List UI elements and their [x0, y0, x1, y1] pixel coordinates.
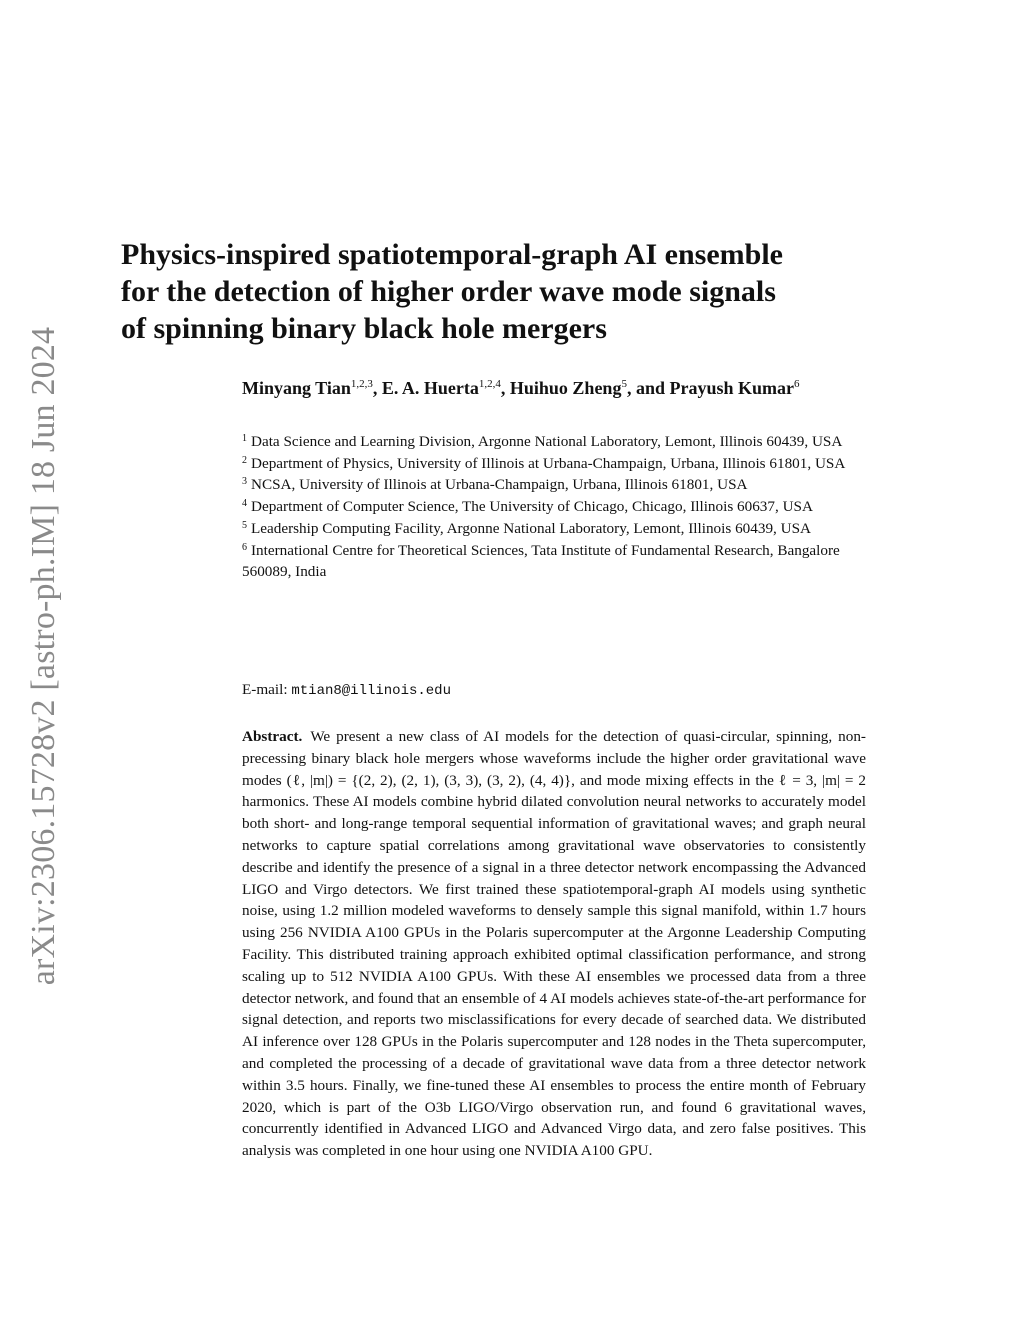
author-affiliation-marks: 1,2,3 [350, 378, 373, 390]
email-label: E-mail: [242, 681, 288, 698]
affiliation-number: 6 [242, 541, 247, 553]
author-name: Prayush Kumar [669, 378, 794, 398]
contact-email [242, 679, 451, 702]
author-affiliation-marks: 6 [794, 378, 800, 390]
abstract-label: Abstract. [242, 728, 303, 745]
email-link[interactable]: mtian8@illinois.edu [291, 683, 451, 699]
author-separator: , and [626, 378, 670, 398]
title-line: Physics-inspired spatiotemporal-graph AI ensemble [121, 238, 783, 271]
title-line: of spinning binary black hole mergers [121, 312, 607, 345]
affiliation-text: Leadership Computing Facility, Argonne National Laboratory, Lemont, Illinois 60439, USA [251, 519, 812, 537]
author-separator: , [500, 378, 510, 398]
affiliation-text: Data Science and Learning Division, Argonne National Laboratory, Lemont, Illinois 60439, USA [251, 433, 843, 450]
affiliation-text: Department of Computer Science, The University of Chicago, Chicago, Illinois 60637, USA [251, 498, 813, 516]
affiliation-text: NCSA, University of Illinois at Urbana-Champaign, Urbana, Illinois 61801, USA [251, 476, 748, 494]
abstract-text: We present a new class of AI models for the detection of quasi-circular, spinning, non-precessing binary black hole mergers whose waveforms include the higher order gravitational wave modes (ℓ, |m|) = {(2, 2), (2, 1), (3, 3), (3, 2), (4, 4)}, and mode mixing effects in the ℓ = 3, |m| = 2 harmonics. These AI models combine hybrid dilated convolution neural networks to accurately model both short- and long-range temporal sequential information of gravitational waves; and graph neural networks to capture spatial correlations among gravitational wave observatories to consistently describe and identify the presence of a signal in a three detector network encompassing the Advanced LIGO and Virgo detectors. We first trained these spatiotemporal-graph AI models using synthetic noise, using 1.2 million modeled waveforms to densely sample this signal manifold, within 1.7 hours using 256 NVIDIA A100 GPUs in the Polaris supercomputer at the Argonne Leadership Computing Facility. This distributed training approach exhibited optimal classification performance, and strong scaling up to 512 NVIDIA A100 GPUs. With these AI ensembles we processed data from a three detector network, and found that an ensemble of 4 AI models achieves state-of-the-art performance for signal detection, and reports two misclassifications for every decade of searched data. We distributed AI inference over 128 GPUs in the Polaris supercomputer and 128 nodes in the Theta supercomputer, and completed the processing of a decade of gravitational wave data from a three detector network within 3.5 hours. Finally, we fine-tuned these AI ensembles to process the entire month of February 2020, which is part of the O3b LIGO/Virgo observation run, and found 6 gravitational waves, concurrently identified in Advanced LIGO and Advanced Virgo data, and zero false positives. This analysis was completed in one hour using one NVIDIA A100 GPU. [242, 728, 866, 1160]
affiliation-number: 2 [242, 454, 247, 466]
affiliation-text: Department of Physics, University of Illinois at Urbana-Champaign, Urbana, Illinois 61801, USA [251, 454, 846, 472]
abstract [242, 726, 866, 1162]
affiliation [242, 453, 882, 475]
affiliation-text: International Centre for Theoretical Sciences, Tata Institute of Fundamental Research, Bangalore 560089, India [242, 541, 840, 581]
author-affiliation-marks: 5 [621, 378, 627, 390]
author-name: E. A. Huerta [381, 378, 479, 398]
affiliation-number: 4 [242, 498, 247, 510]
affiliation [242, 431, 882, 453]
author-list [242, 374, 882, 402]
affiliation [242, 496, 882, 518]
affiliation-number: 1 [242, 433, 247, 444]
affiliation-list [242, 431, 882, 583]
affiliation [242, 474, 882, 496]
author-separator: , [372, 378, 382, 398]
arxiv-identifier: arXiv:2306.15728v2 [astro-ph.IM] 18 Jun 2024 [25, 326, 62, 986]
affiliation [242, 540, 882, 583]
affiliation-number: 3 [242, 476, 247, 488]
author-affiliation-marks: 1,2,4 [478, 378, 501, 390]
author-name: Huihuo Zheng [509, 378, 622, 398]
title-line: for the detection of higher order wave mode signals [121, 275, 776, 308]
affiliation-number: 5 [242, 519, 247, 531]
paper-title [121, 236, 881, 347]
affiliation [242, 518, 882, 540]
author-name: Minyang Tian [242, 378, 351, 398]
